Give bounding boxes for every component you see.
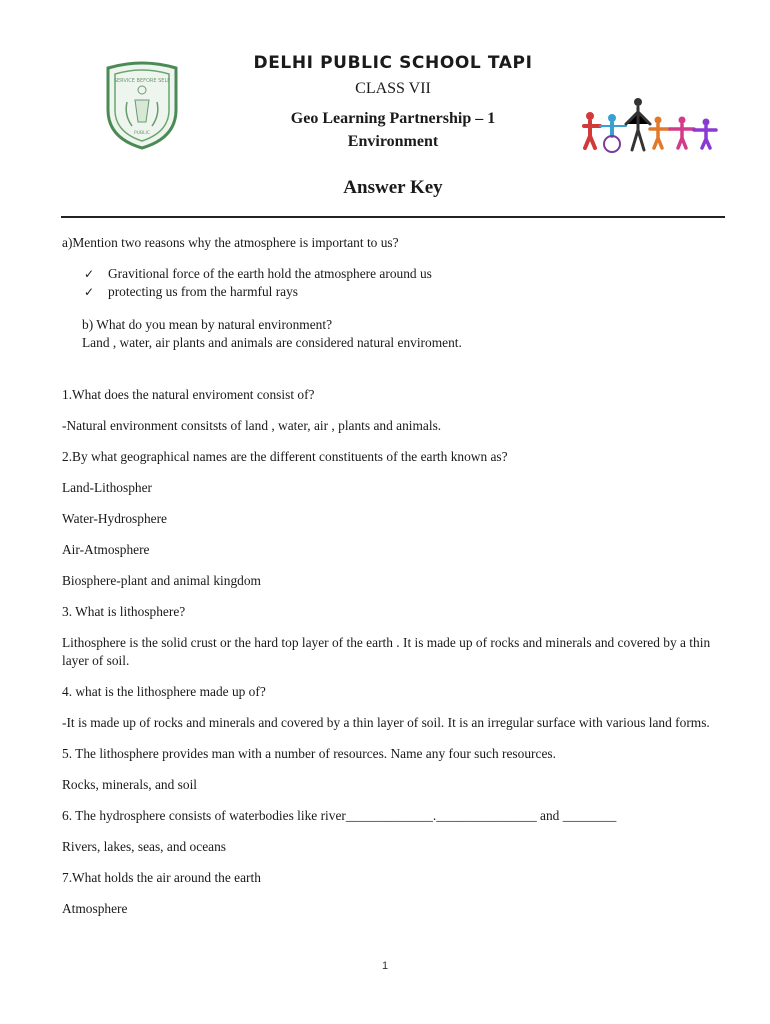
question-1: 1.What does the natural enviroment consist of? [62, 387, 315, 402]
question-5: 5. The lithosphere provides man with a number of resources. Name any four such resources. [62, 746, 556, 761]
answer-2-item: Biosphere-plant and animal kingdom [62, 573, 261, 588]
question-b: b) What do you mean by natural environment? [82, 317, 333, 332]
question-3: 3. What is lithosphere? [62, 604, 186, 619]
svg-text:PUBLIC: PUBLIC [133, 131, 151, 136]
answer-key-body [62, 234, 722, 918]
question-2: 2.By what geographical names are the different constituents of the earth known as? [62, 449, 508, 464]
answer-6: Rivers, lakes, seas, and oceans [62, 839, 226, 854]
svg-text:SERVICE BEFORE SELF: SERVICE BEFORE SELF [113, 78, 171, 84]
page-number: 1 [381, 960, 389, 972]
answer-2-item: Air-Atmosphere [62, 542, 150, 557]
subject-title: Geo Learning Partnership – 1 [290, 110, 496, 127]
document-title: Answer Key [343, 177, 443, 198]
question-7: 7.What holds the air around the earth [62, 870, 261, 885]
list-item: ✓ protecting us from the harmful rays [84, 284, 299, 299]
answer-1: -Natural environment consitsts of land , water, air , plants and animals. [62, 418, 442, 433]
question-a: a)Mention two reasons why the atmosphere is important to us? [62, 235, 399, 250]
list-item: ✓ Gravitional force of the earth hold the atmosphere around us [84, 266, 432, 281]
header-divider [61, 216, 725, 218]
answer-b: Land , water, air plants and animals are considered natural enviroment. [82, 335, 462, 350]
answer-2-item: Land-Lithospher [62, 480, 152, 495]
answer-4: -It is made up of rocks and minerals and covered by a thin layer of soil. It is an irregular surface with various land forms. [62, 715, 710, 730]
question-a-answers [84, 265, 722, 301]
question-4: 4. what is the lithosphere made up of? [62, 684, 266, 699]
question-6: 6. The hydrosphere consists of waterbodies like river_____________._______________ and ________ [62, 808, 617, 823]
class-label: CLASS VII [355, 80, 431, 97]
topic-title: Environment [347, 133, 439, 150]
answer-5: Rocks, minerals, and soil [62, 777, 198, 792]
answer-7: Atmosphere [62, 901, 128, 916]
answer-2-item: Water-Hydrosphere [62, 511, 167, 526]
school-name: DELHI PUBLIC SCHOOL TAPI [253, 53, 533, 73]
check-mark-icon: ✓ [84, 267, 95, 281]
check-mark-icon: ✓ [84, 285, 95, 299]
answer-3: Lithosphere is the solid crust or the hard top layer of the earth . It is made up of rocks and minerals and covered by a thin layer of soil. [62, 635, 711, 668]
